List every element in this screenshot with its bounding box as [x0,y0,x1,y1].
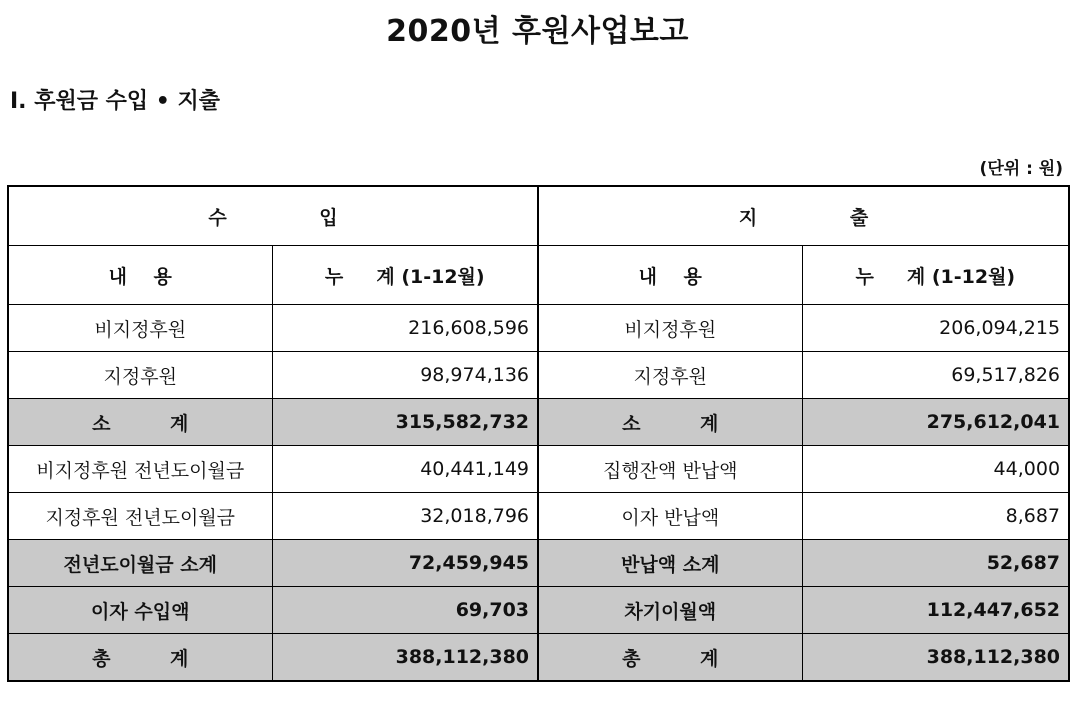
unit-note: (단위 : 원) [979,159,1063,179]
income-label-cell: 총 계 [8,634,272,682]
expense-label-cell: 집행잔액 반납액 [538,446,802,493]
expense-value-cell: 44,000 [802,446,1069,493]
income-label-cell: 지정후원 전년도이월금 [8,493,272,540]
income-label-cell: 소 계 [8,399,272,446]
table-subheader-row [8,246,1069,305]
section-heading: Ⅰ. 후원금 수입 • 지출 [10,89,221,114]
table-row [8,446,1069,493]
income-content-column-header: 내 용 [8,246,272,305]
income-header: 수 입 [8,186,538,246]
expense-value-cell: 275,612,041 [802,399,1069,446]
table-row [8,305,1069,352]
income-label-cell: 지정후원 [8,352,272,399]
income-total-column-header: 누 계 (1-12월) [272,246,538,305]
income-value-cell: 315,582,732 [272,399,538,446]
income-label-cell: 이자 수입액 [8,587,272,634]
income-value-cell: 216,608,596 [272,305,538,352]
expense-value-cell: 388,112,380 [802,634,1069,682]
income-value-cell: 40,441,149 [272,446,538,493]
subtotal-row [8,587,1069,634]
expense-label-cell: 총 계 [538,634,802,682]
subtotal-row [8,540,1069,587]
income-label-cell: 전년도이월금 소계 [8,540,272,587]
expense-label-cell: 지정후원 [538,352,802,399]
grand-total-row [8,634,1069,682]
income-label-cell: 비지정후원 전년도이월금 [8,446,272,493]
expense-value-cell: 69,517,826 [802,352,1069,399]
expense-label-cell: 이자 반납액 [538,493,802,540]
expense-value-cell: 112,447,652 [802,587,1069,634]
expense-value-cell: 206,094,215 [802,305,1069,352]
table-row [8,493,1069,540]
income-expense-table [7,185,1070,682]
expense-label-cell: 소 계 [538,399,802,446]
expense-total-column-header: 누 계 (1-12월) [802,246,1069,305]
expense-header: 지 출 [538,186,1069,246]
expense-label-cell: 반납액 소계 [538,540,802,587]
document-title: 2020년 후원사업보고 [386,14,689,49]
expense-value-cell: 52,687 [802,540,1069,587]
income-value-cell: 98,974,136 [272,352,538,399]
income-value-cell: 69,703 [272,587,538,634]
table-header-row [8,186,1069,246]
subtotal-row [8,399,1069,446]
expense-content-column-header: 내 용 [538,246,802,305]
expense-label-cell: 비지정후원 [538,305,802,352]
income-value-cell: 388,112,380 [272,634,538,682]
income-value-cell: 32,018,796 [272,493,538,540]
expense-label-cell: 차기이월액 [538,587,802,634]
income-label-cell: 비지정후원 [8,305,272,352]
expense-value-cell: 8,687 [802,493,1069,540]
table-row [8,352,1069,399]
income-value-cell: 72,459,945 [272,540,538,587]
